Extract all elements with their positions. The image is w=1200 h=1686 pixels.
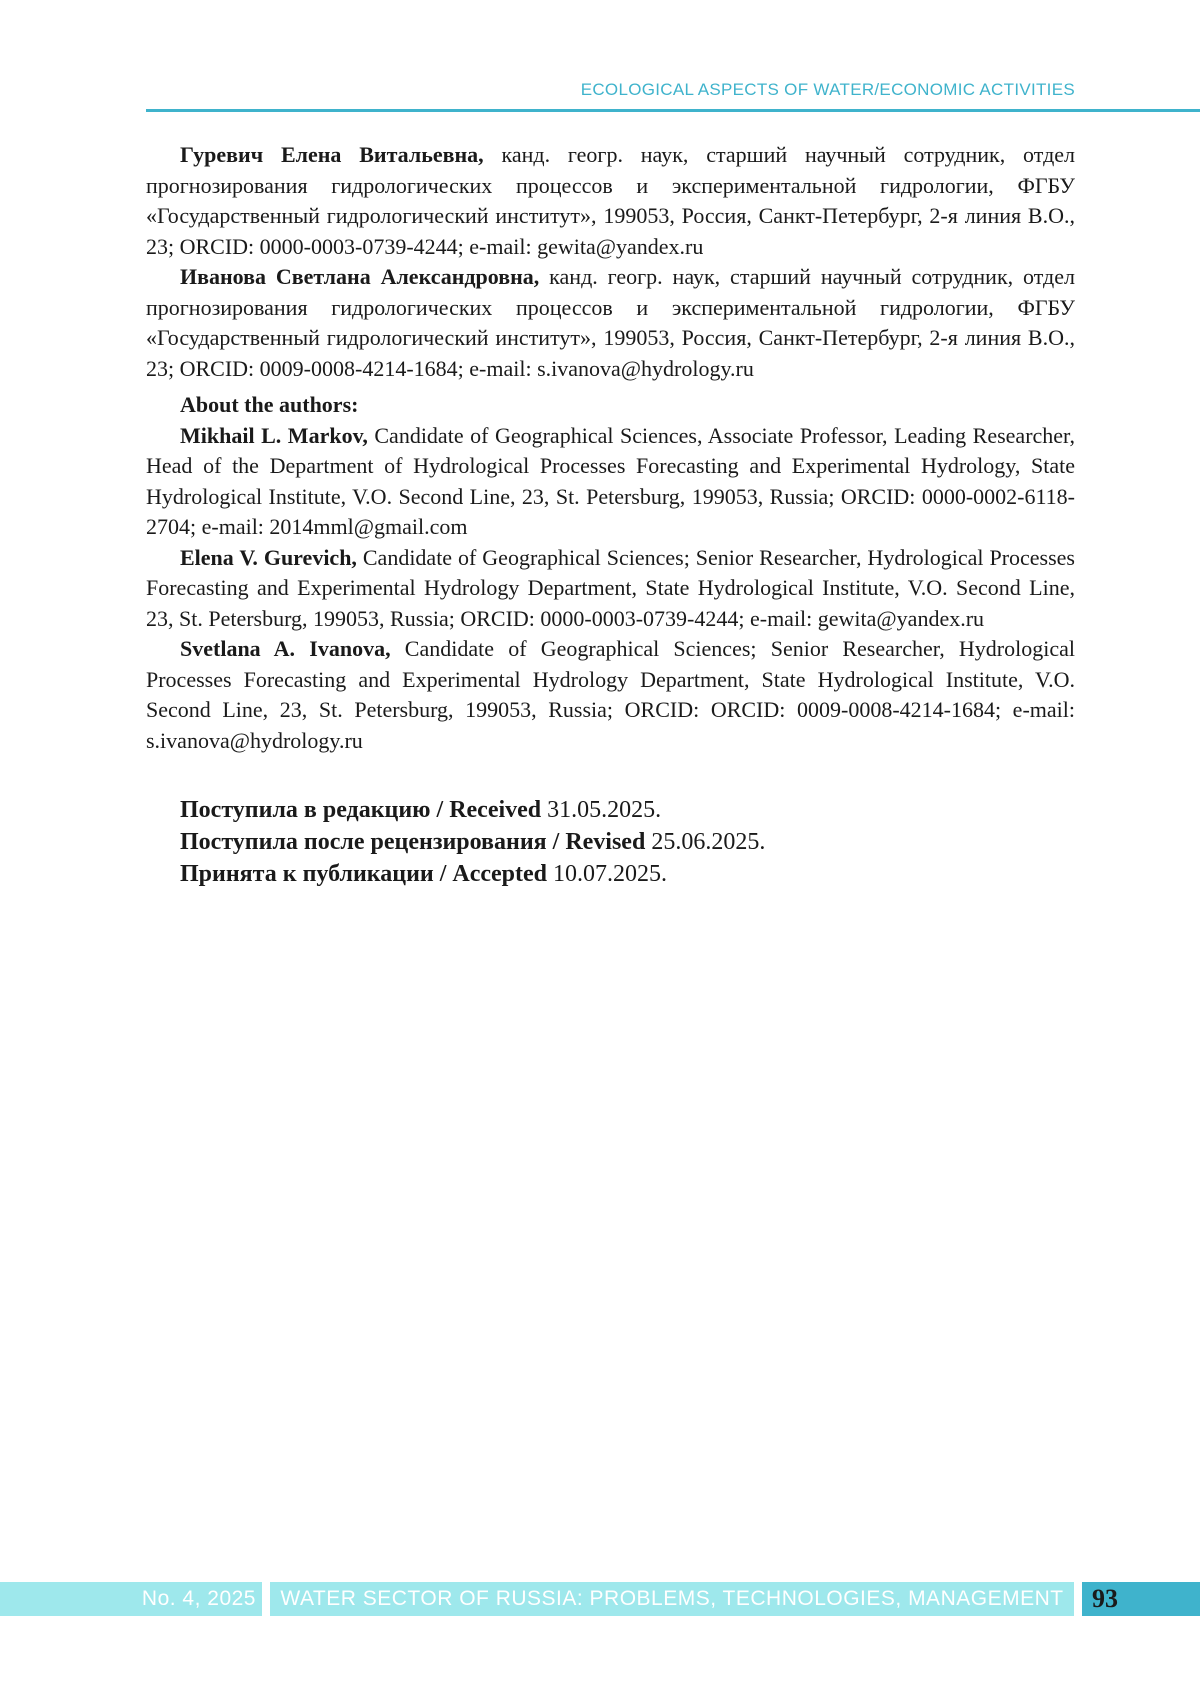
author-details: канд. геогр. наук, старший научный сотрудник, отдел прогнозирования гидрологических процессов и экспериментальной гидрологии, ФГБУ «Государственный гидрологический институт», 199053, Россия, Санкт-Петербург, 2-я линия В.О., 23; ORCID: 0000-0003-0739-4244; e-mail: gewita@yandex.ru bbox=[146, 142, 1076, 259]
author-details: канд. геогр. наук, старший научный сотрудник, отдел прогнозирования гидрологических процессов и экспериментальной гидрологии, ФГБУ «Государственный гидрологический институт», 199053, Россия, Санкт-Петербург, 2-я линия В.О., 23; ORCID: 0009-0008-4214-1684; e-mail: s.ivanova@hydrology.ru bbox=[146, 264, 1075, 381]
author-ru-ivanova bbox=[146, 262, 1075, 384]
date-label: Принята к публикации / Accepted bbox=[180, 861, 548, 887]
date-label: Поступила в редакцию / Received bbox=[180, 797, 542, 823]
date-revised bbox=[180, 826, 1075, 858]
date-value: 10.07.2025. bbox=[547, 861, 668, 887]
footer-page-block bbox=[1082, 1582, 1200, 1616]
author-details: Candidate of Geographical Sciences; Senior Researcher, Hydrological Processes Forecasting and Experimental Hydrology Department, State Hydrological Institute, V.O. Second Line, 23, St. Petersburg, 199053, Russia; ORCID: 0000-0003-0739-4244; e-mail: gewita@yandex.ru bbox=[146, 544, 1075, 631]
author-name: Гуревич Елена Витальевна, bbox=[180, 142, 484, 167]
article-content bbox=[146, 140, 1075, 890]
date-value: 31.05.2025. bbox=[541, 797, 662, 823]
footer-issue-block bbox=[0, 1582, 262, 1616]
date-value: 25.06.2025. bbox=[645, 829, 766, 855]
author-en-gurevich bbox=[146, 543, 1075, 635]
author-ru-gurevich bbox=[146, 140, 1075, 262]
author-name: Mikhail L. Markov, bbox=[180, 422, 368, 448]
author-en-markov bbox=[146, 421, 1075, 543]
footer-journal-title: WATER SECTOR OF RUSSIA: PROBLEMS, TECHNOLOGIES, MANAGEMENT bbox=[280, 1587, 1064, 1610]
article-dates bbox=[146, 794, 1075, 890]
running-title: ECOLOGICAL ASPECTS OF WATER/ECONOMIC ACTIVITIES bbox=[580, 80, 1075, 99]
author-details: Candidate of Geographical Sciences, Associate Professor, Leading Researcher, Head of the Department of Hydrological Processes Forecasting and Experimental Hydrology, State Hydrological Institute, V.O. Second Line, 23, St. Petersburg, 199053, Russia; ORCID: 0000-0002-6118-2704; e-mail: 2014mml@gmail.com bbox=[146, 422, 1076, 539]
author-name: Иванова Светлана Александровна, bbox=[180, 264, 540, 289]
author-en-ivanova bbox=[146, 634, 1075, 756]
about-authors-heading: About the authors: bbox=[180, 392, 359, 417]
footer-journal-block bbox=[270, 1582, 1074, 1616]
date-accepted bbox=[180, 858, 1075, 890]
date-received bbox=[180, 794, 1075, 826]
date-label: Поступила после рецензирования / Revised bbox=[180, 829, 646, 855]
author-name: Elena V. Gurevich, bbox=[180, 544, 357, 570]
page-number: 93 bbox=[1092, 1584, 1118, 1613]
footer-bar bbox=[0, 1582, 1200, 1616]
author-details: Candidate of Geographical Sciences; Senior Researcher, Hydrological Processes Forecasting and Experimental Hydrology Department, State Hydrological Institute, V.O. Second Line, 23, St. Petersburg, 199053, Russia; ORCID: ORCID: 0009-0008-4214-1684; e-mail: s.ivanova@hydrology.ru bbox=[146, 636, 1075, 753]
header-rule bbox=[146, 109, 1200, 112]
author-name: Svetlana A. Ivanova, bbox=[180, 636, 391, 661]
footer-issue: No. 4, 2025 bbox=[141, 1587, 256, 1610]
